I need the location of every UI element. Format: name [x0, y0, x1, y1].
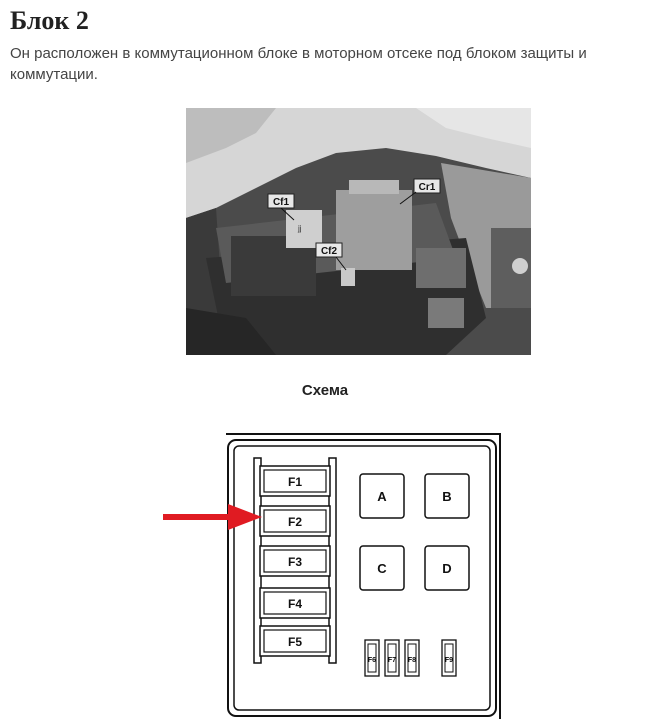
mini-fuse-f6 [365, 640, 379, 676]
mini-fuse-f7 [385, 640, 399, 676]
relay-label: C [377, 561, 387, 576]
block-description: Он расположен в коммутационном блоке в моторном отсеке под блоком защиты и коммутации. [10, 45, 587, 83]
large-fuse-label: F1 [287, 475, 303, 489]
mini-fuse-label: F9 [444, 657, 454, 664]
relay-c [360, 546, 404, 590]
mini-fuse-label: F7 [387, 657, 397, 664]
mini-fuse-f8 [405, 640, 419, 676]
large-fuse-f4 [260, 588, 330, 618]
relay-a [360, 474, 404, 518]
large-fuse-label: F2 [287, 515, 303, 529]
photo-label-cf2: Cf2 [320, 246, 338, 257]
photo-label-cr1: Cr1 [418, 182, 436, 193]
fuse-box-schema-svg [160, 428, 510, 719]
relay-label: D [442, 561, 452, 576]
relay-label: B [442, 489, 452, 504]
mini-fuse-label: F8 [407, 657, 417, 664]
large-fuse-f5 [260, 626, 330, 656]
relay-b [425, 474, 469, 518]
schema-caption: Схема [301, 382, 349, 399]
photo-fuse-pin-mark: jj [298, 224, 302, 233]
relay-d [425, 546, 469, 590]
engine-bay-photo-svg [186, 108, 531, 355]
large-fuse-label: F4 [287, 597, 303, 611]
large-fuse-f1 [260, 466, 330, 496]
block-title: Блок 2 [10, 6, 89, 35]
large-fuse-f3 [260, 546, 330, 576]
fuse-box-schema [160, 428, 510, 719]
mini-fuse-label: F6 [367, 657, 377, 664]
mini-fuse-f9 [442, 640, 456, 676]
large-fuse-f2 [260, 506, 330, 536]
relay-label: A [377, 489, 387, 504]
photo-label-cf1: Cf1 [272, 197, 290, 208]
large-fuse-label: F3 [287, 555, 303, 569]
large-fuse-label: F5 [287, 635, 303, 649]
engine-bay-photo [186, 108, 531, 355]
